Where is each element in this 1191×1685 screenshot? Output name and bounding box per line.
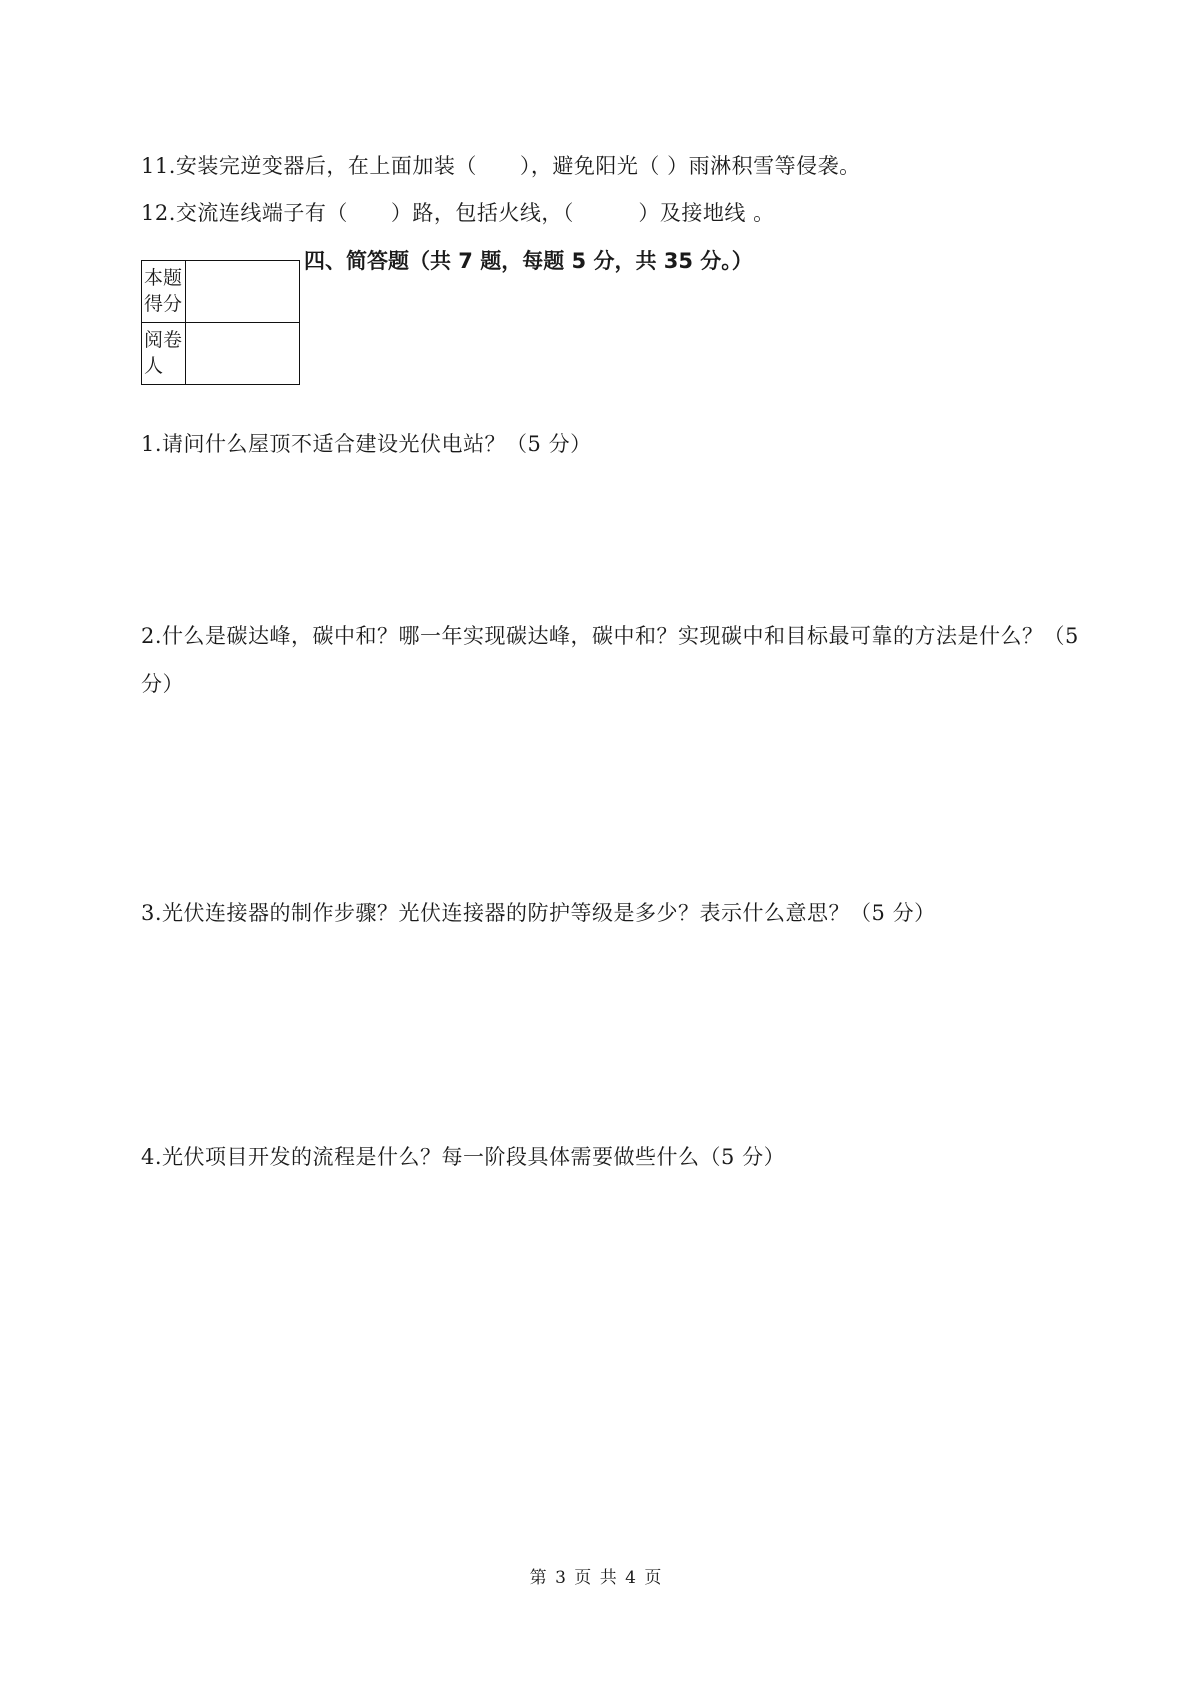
reviewer-input-cell[interactable] — [186, 323, 300, 385]
score-input-cell[interactable] — [186, 261, 300, 323]
page-footer: 第 3 页 共 4 页 — [529, 1568, 662, 1588]
question-1: 1.请问什么屋顶不适合建设光伏电站？（5 分） — [141, 432, 592, 456]
question-2: 2.什么是碳达峰，碳中和？哪一年实现碳达峰，碳中和？实现碳中和目标最可靠的方法是什么？（5 分） — [141, 624, 1079, 696]
reviewer-label: 阅卷人 — [142, 323, 186, 385]
score-box — [141, 260, 300, 385]
question-3: 3.光伏连接器的制作步骤？光伏连接器的防护等级是多少？表示什么意思？（5 分） — [141, 901, 936, 925]
question-4: 4.光伏项目开发的流程是什么？每一阶段具体需要做些什么（5 分） — [141, 1145, 786, 1169]
question-11: 11.安装完逆变器后，在上面加装（ ），避免阳光（ ）雨淋积雪等侵袭。 — [141, 154, 861, 178]
question-12: 12.交流连线端子有（ ）路，包括火线，（ ）及接地线 。 — [141, 201, 775, 225]
score-label: 本题得分 — [142, 261, 186, 323]
section-title: 四、简答题（共 7 题，每题 5 分，共 35 分。） — [304, 249, 753, 273]
